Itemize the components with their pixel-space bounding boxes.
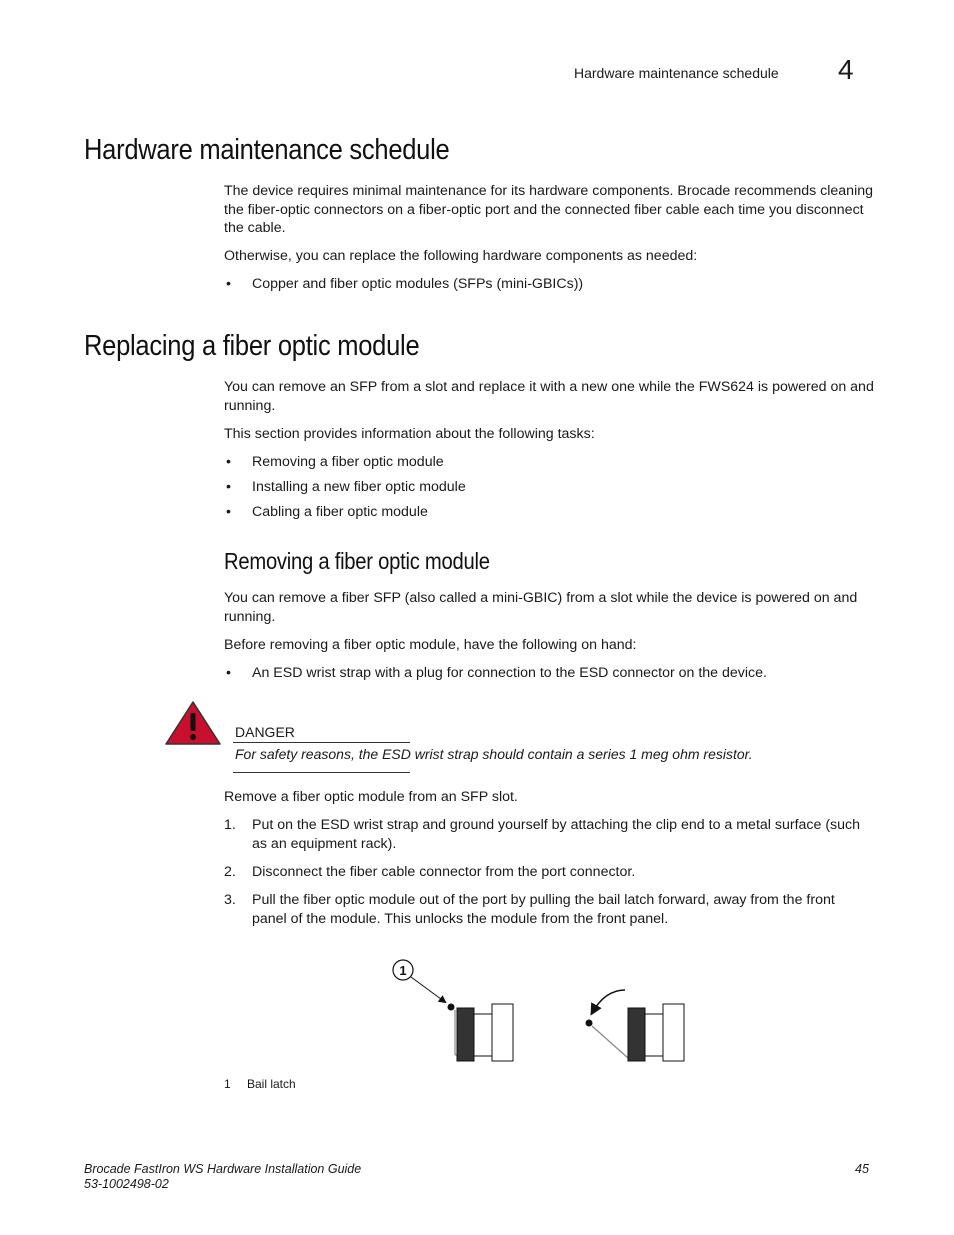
bullet-icon: •: [226, 454, 231, 470]
danger-warning-icon: [164, 700, 222, 746]
procedure-intro: Remove a fiber optic module from an SFP slot.: [224, 789, 518, 805]
chapter-number: 4: [838, 54, 854, 85]
sfp-module-unlatched: [586, 990, 685, 1061]
maintenance-paragraph-1: The device requires minimal maintenance for its hardware components. Brocade recommends cleaning the fiber-optic connectors on a fiber-optic port and the connected fiber cable each time you disconnect the cable.: [224, 183, 874, 236]
danger-rule-top: [233, 742, 410, 743]
bullet-icon: •: [226, 504, 231, 520]
section-title-maintenance: Hardware maintenance schedule: [84, 134, 450, 166]
footer-doc-title: Brocade FastIron WS Hardware Installation Guide: [84, 1162, 362, 1176]
figure-legend-number: 1: [224, 1077, 231, 1091]
replacing-paragraph-2: This section provides information about the following tasks:: [224, 426, 595, 442]
bullet-icon: •: [226, 665, 231, 681]
procedure-step: 3. Pull the fiber optic module out of the port by pulling the bail latch forward, away from the front panel of the module. This unlocks the module from the front panel.: [224, 892, 835, 927]
section-title-replacing: Replacing a fiber optic module: [84, 330, 420, 362]
bail-latch-figure: [380, 950, 700, 1070]
running-header: Hardware maintenance schedule: [574, 65, 779, 81]
figure-legend-text: Bail latch: [247, 1077, 296, 1091]
bullet-icon: •: [226, 276, 231, 292]
sfp-module-latched: [448, 1004, 514, 1062]
danger-label: DANGER: [235, 724, 295, 740]
footer-doc-number: 53-1002498-02: [84, 1177, 169, 1191]
removing-paragraph-2: Before removing a fiber optic module, have the following on hand:: [224, 637, 637, 653]
callout-number: 1: [399, 963, 407, 978]
subsection-title-removing: Removing a fiber optic module: [224, 548, 490, 574]
procedure-step: 1. Put on the ESD wrist strap and ground yourself by attaching the clip end to a metal surface (such as an equipment rack).: [224, 817, 861, 852]
danger-text: For safety reasons, the ESD wrist strap should contain a series 1 meg ohm resistor.: [235, 746, 753, 762]
maintenance-paragraph-2: Otherwise, you can replace the following hardware components as needed:: [224, 248, 698, 264]
replacing-paragraph-1: You can remove an SFP from a slot and replace it with a new one while the FWS624 is powered on and running.: [224, 379, 874, 414]
bullet-icon: •: [226, 479, 231, 495]
danger-rule-bottom: [233, 772, 410, 773]
procedure-step: 2. Disconnect the fiber cable connector from the port connector.: [224, 864, 636, 880]
callout-arrow: [411, 977, 445, 1002]
removing-paragraph-1: You can remove a fiber SFP (also called a mini-GBIC) from a slot while the device is powered on and running.: [224, 590, 858, 625]
page-number: 45: [855, 1162, 869, 1176]
